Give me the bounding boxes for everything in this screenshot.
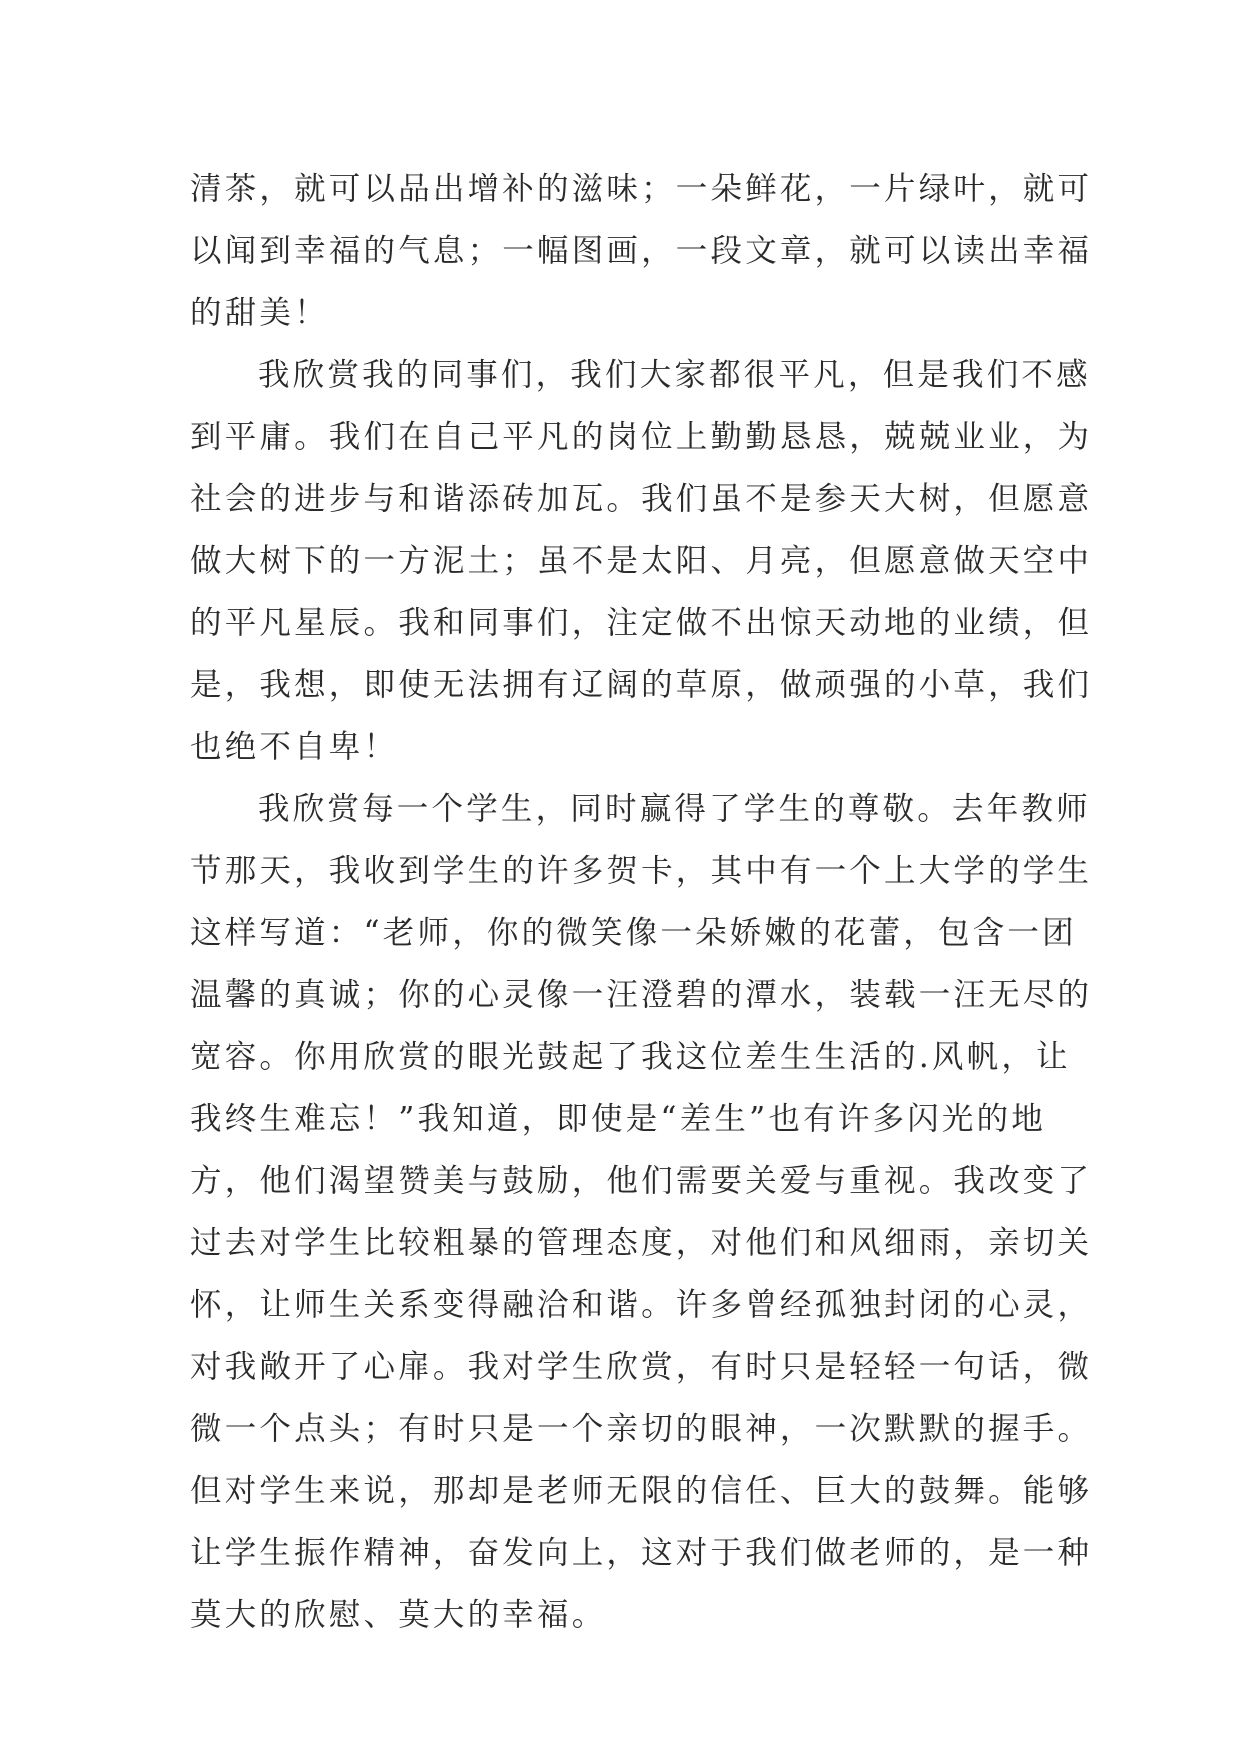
text-line: 清茶，就可以品出增补的滋味；一朵鲜花，一片绿叶，就可 [190,171,1093,207]
text-line: 温馨的真诚；你的心灵像一汪澄碧的潭水，装载一汪无尽的 [190,977,1093,1013]
text-line: 以闻到幸福的气息；一幅图画，一段文章，就可以读出幸福 [190,233,1093,269]
text-line: 微一个点头；有时只是一个亲切的眼神，一次默默的握手。 [190,1411,1093,1447]
text-line: 到平庸。我们在自己平凡的岗位上勤勤恳恳，兢兢业业，为 [190,419,1093,455]
text-line: 宽容。你用欣赏的眼光鼓起了我这位差生生活的.风帆，让 [190,1039,1071,1075]
text-line: 对我敞开了心扉。我对学生欣赏，有时只是轻轻一句话，微 [190,1349,1093,1385]
text-line: 我欣赏我的同事们，我们大家都很平凡，但是我们不感 [258,357,1091,393]
text-line: 我欣赏每一个学生，同时赢得了学生的尊敬。去年教师 [258,791,1091,827]
paragraph-1 [190,158,1093,344]
text-line: 过去对学生比较粗暴的管理态度，对他们和风细雨，亲切关 [190,1225,1093,1261]
text-line: 怀，让师生关系变得融洽和谐。许多曾经孤独封闭的心灵， [190,1287,1093,1323]
text-line: 莫大的欣慰、莫大的幸福。 [190,1597,607,1633]
text-line: 做大树下的一方泥土；虽不是太阳、月亮，但愿意做天空中 [190,543,1093,579]
text-line: 社会的进步与和谐添砖加瓦。我们虽不是参天大树，但愿意 [190,481,1093,517]
text-line: 方，他们渴望赞美与鼓励，他们需要关爱与重视。我改变了 [190,1163,1093,1199]
document-body [190,158,1093,1646]
paragraph-2 [190,344,1093,778]
text-line: 节那天，我收到学生的许多贺卡，其中有一个上大学的学生 [190,853,1093,889]
text-line: 这样写道：“老师，你的微笑像一朵娇嫩的花蕾，包含一团 [190,915,1077,951]
text-line: 也绝不自卑！ [190,729,399,765]
text-line: 我终生难忘！”我知道，即使是“差生”也有许多闪光的地 [190,1101,1047,1137]
text-line: 让学生振作精神，奋发向上，这对于我们做老师的，是一种 [190,1535,1093,1571]
text-line: 是，我想，即使无法拥有辽阔的草原，做顽强的小草，我们 [190,667,1093,703]
text-line: 的甜美！ [190,295,329,331]
text-line: 的平凡星辰。我和同事们，注定做不出惊天动地的业绩，但 [190,605,1093,641]
paragraph-3 [190,778,1093,1646]
text-line: 但对学生来说，那却是老师无限的信任、巨大的鼓舞。能够 [190,1473,1093,1509]
